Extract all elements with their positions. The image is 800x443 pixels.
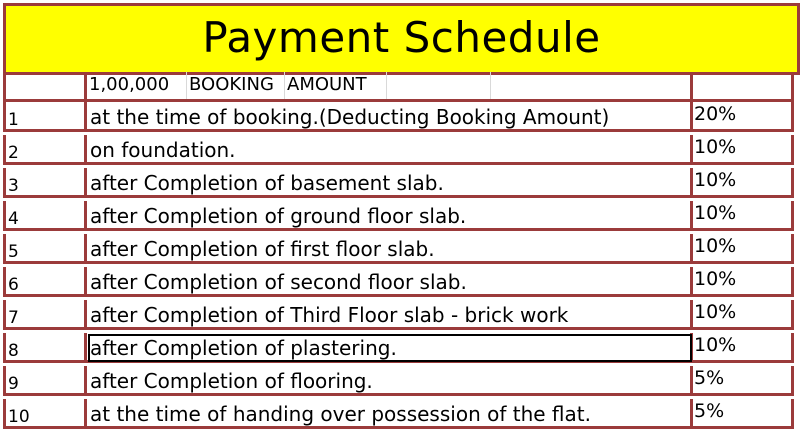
table-row [0,300,800,330]
row-description[interactable]: after Completion of flooring. [87,366,693,396]
row-description[interactable]: on foundation. [87,135,693,165]
row-percentage[interactable]: 10% [693,234,794,264]
header-desc-cell[interactable] [87,72,693,102]
amount-label-cell[interactable]: AMOUNT [285,72,387,99]
table-row [0,135,800,165]
empty-subcell[interactable] [387,72,491,99]
table-row [0,399,800,429]
table-row-selected [0,333,800,363]
table-row [0,168,800,198]
row-description[interactable]: after Completion of second floor slab. [87,267,693,297]
row-percentage[interactable]: 10% [693,168,794,198]
table-row [0,201,800,231]
row-percentage[interactable]: 5% [693,366,794,396]
booking-amount-value[interactable]: 1,00,000 [87,72,187,99]
row-number[interactable]: 2 [3,135,87,165]
row-number[interactable]: 6 [3,267,87,297]
table-row [0,267,800,297]
row-number[interactable]: 5 [3,234,87,264]
row-number[interactable]: 1 [3,102,87,132]
page-title: Payment Schedule [202,13,601,62]
row-description[interactable]: after Completion of ground floor slab. [87,201,693,231]
booking-amount-row [0,72,800,102]
row-number[interactable]: 8 [3,333,87,363]
row-description[interactable]: at the time of booking.(Deducting Booking Amount) [87,102,693,132]
booking-label-cell[interactable]: BOOKING [187,72,285,99]
row-description-selected-cell[interactable]: after Completion of plastering. [87,333,693,363]
row-number[interactable]: 7 [3,300,87,330]
title-banner [3,3,800,75]
row-description[interactable]: after Completion of Third Floor slab - brick work [87,300,693,330]
row-number[interactable]: 4 [3,201,87,231]
row-description[interactable]: after Completion of basement slab. [87,168,693,198]
row-percentage[interactable]: 5% [693,399,794,429]
table-row [0,366,800,396]
table-row [0,102,800,132]
header-pct-cell[interactable] [693,72,794,102]
row-description[interactable]: after Completion of first floor slab. [87,234,693,264]
row-percentage[interactable]: 10% [693,201,794,231]
row-description[interactable]: at the time of handing over possession of the flat. [87,399,693,429]
row-percentage[interactable]: 10% [693,267,794,297]
row-percentage[interactable]: 10% [693,135,794,165]
row-percentage[interactable]: 20% [693,102,794,132]
row-number[interactable]: 10 [3,399,87,429]
row-percentage[interactable]: 10% [693,300,794,330]
header-num-cell[interactable] [3,72,87,102]
row-number[interactable]: 9 [3,366,87,396]
row-percentage[interactable]: 10% [693,333,794,363]
table-row [0,234,800,264]
row-number[interactable]: 3 [3,168,87,198]
